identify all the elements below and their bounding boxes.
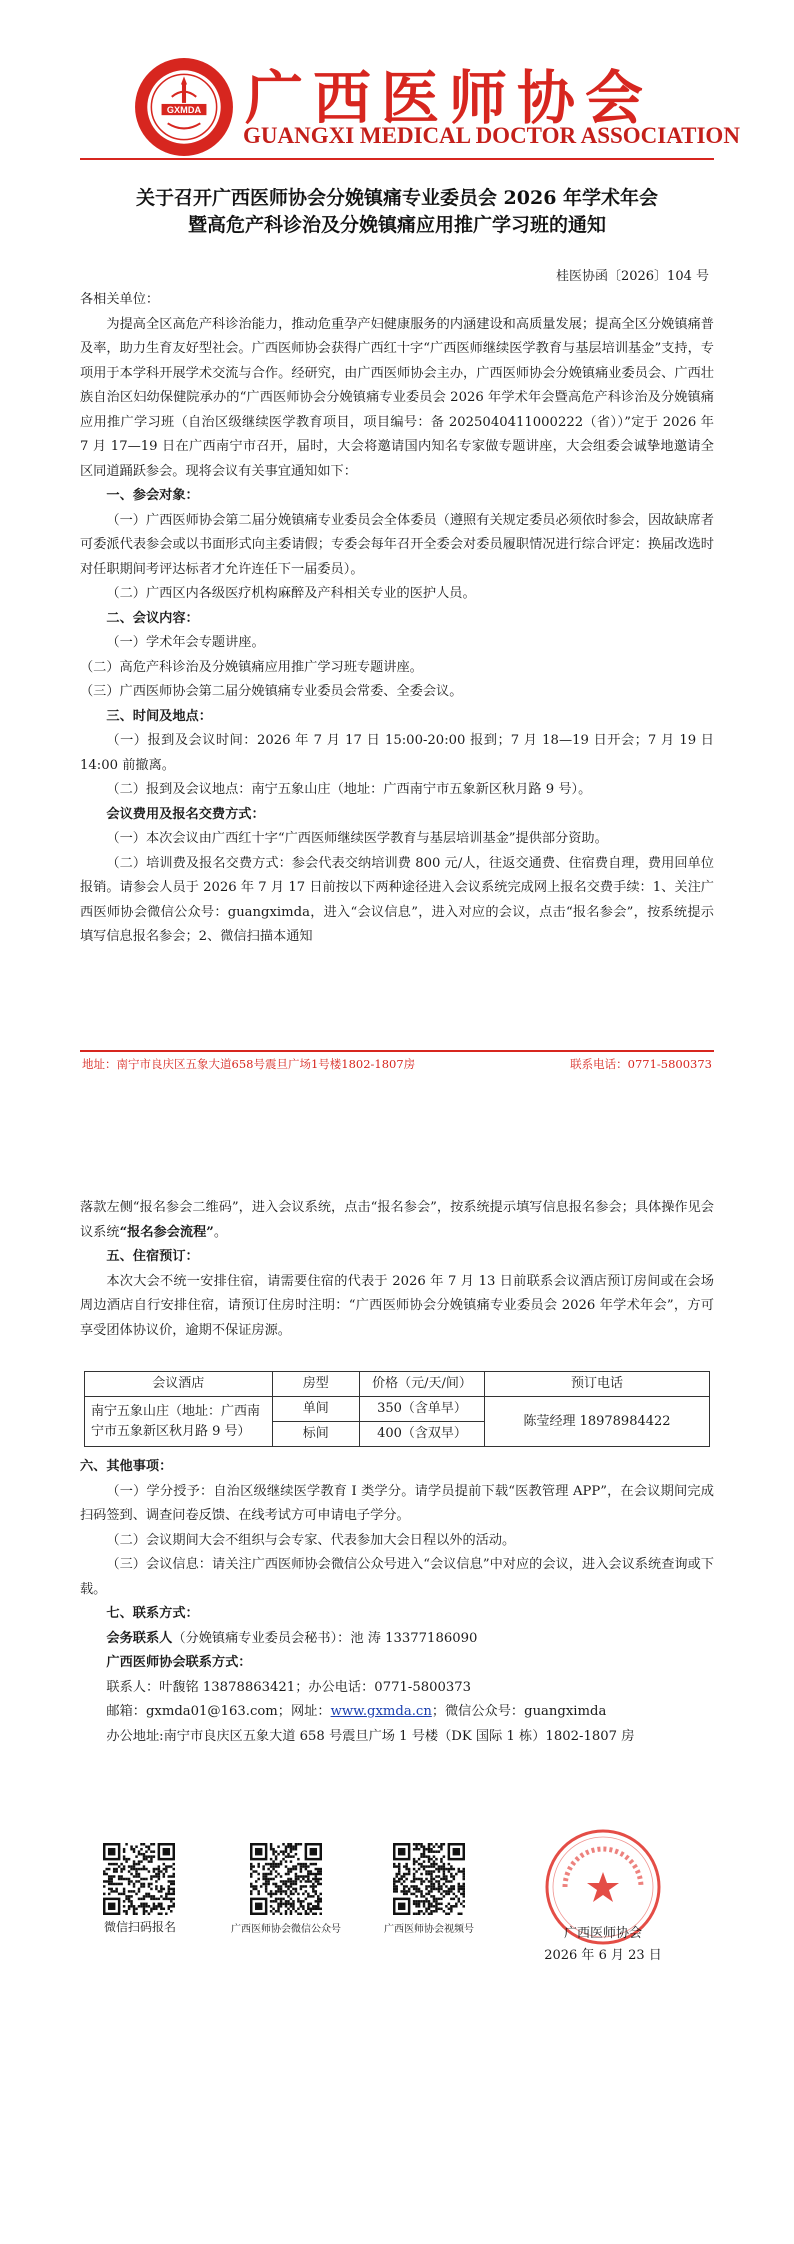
- office-address: 办公地址:南宁市良庆区五象大道 658 号震旦广场 1 号楼（DK 国际 1 栋）1802-1807 房: [106, 1728, 635, 1744]
- org-name-cn: 广西医师协会: [245, 64, 654, 132]
- other-item-1: （一）学分授予：自治区级继续医学教育 I 类学分。请学员提前下载“医教管理 APP”，在会议期间完成扫码签到、调查问卷反馈、在线考试方可申请电子学分。: [80, 1483, 714, 1523]
- page2-body-continued: [80, 1455, 714, 1749]
- hotel-name-cell: 南宁五象山庄（地址：广西南宁市五象新区秋月路 9 号）: [85, 1397, 273, 1447]
- room-price-cell: 350（含单早）: [360, 1397, 485, 1422]
- content-item-3: （三）广西医师协会第二届分娩镇痛专业委员会常委、全委会议。: [80, 684, 463, 699]
- salutation: 各相关单位：: [80, 292, 160, 307]
- wechat-account-qr-code[interactable]: [250, 1843, 322, 1915]
- registration-qr-code[interactable]: [103, 1843, 175, 1915]
- footer-divider: [80, 1050, 714, 1052]
- participants-item-2: （二）广西区内各级医疗机构麻醉及产科相关专业的医护人员。: [106, 586, 476, 601]
- section-heading-content: 二、会议内容：: [106, 610, 199, 626]
- participants-item-1: （一）广西医师协会第二届分娩镇痛专业委员会全体委员（遵照有关规定委员必须依时参会，因故缺席者可委派代表参会或以书面形式向主委请假；专委会每年召开全委会对委员履职情况进行综合评定：换届改选时对任职期间考评达标者才允许连任下一届委员）。: [80, 512, 714, 577]
- content-item-1: （一）学术年会专题讲座。: [106, 635, 265, 650]
- qr-label-video: 广西医师协会视频号: [384, 1924, 474, 1935]
- fees-item-2: （二）培训费及报名交费方式：参会代表交纳培训费 800 元/人，往返交通费、住宿费自理，费用回单位报销。请参会人员于 2026 年 7 月 17 日前按以下两种途径进入会议系统完成网上报名交费手续：1、关注广西医师协会微信公众号：guangximda，进入“会议信息”，进入对应的会议，点击“报名参会”，按系统提示填写信息报名参会；2、微信扫描本通知: [80, 855, 714, 944]
- contact-person: 联系人：叶馥铭 13878863421；办公电话：0771-5800373: [106, 1679, 472, 1695]
- table-header-cell: 房型: [272, 1372, 360, 1397]
- table-header-cell: 会议酒店: [85, 1372, 273, 1397]
- table-header-cell: 价格（元/天/间）: [360, 1372, 485, 1397]
- room-type-cell: 单间: [272, 1397, 360, 1422]
- section-heading-contact: 七、联系方式：: [106, 1606, 199, 1621]
- footer-address: 地址：南宁市良庆区五象大道658号震旦广场1号楼1802-1807房: [82, 1057, 416, 1071]
- room-type-cell: 标间: [272, 1422, 360, 1447]
- time-item: （一）报到及会议时间：2026 年 7 月 17 日 15:00-20:00 报到；7 月 18—19 日开会；7 月 19 日 14:00 前撤离。: [80, 733, 714, 773]
- table-row: [85, 1397, 710, 1422]
- table-header-row: [85, 1372, 710, 1397]
- association-logo: [133, 56, 235, 158]
- content-item-2: （二）高危产科诊治及分娩镇痛应用推广学习班专题讲座。: [80, 659, 423, 675]
- registration-flow-label: “报名参会流程”: [119, 1224, 214, 1240]
- section-heading-participants: 一、参会对象：: [106, 488, 199, 503]
- video-account-qr-code[interactable]: [393, 1843, 465, 1915]
- notice-title-line1: 关于召开广西医师协会分娩镇痛专业委员会 2026 年学术年会: [135, 187, 659, 209]
- org-name-en: GUANGXI MEDICAL DOCTOR ASSOCIATION: [243, 123, 740, 148]
- secretary-contact: 会务联系人（分娩镇痛专业委员会秘书）：池 涛 13377186090: [106, 1630, 478, 1646]
- email-website: 邮箱：gxmda01@163.com；网址：www.gxmda.cn；微信公众号：guangximda: [106, 1704, 607, 1719]
- hotel-table: [84, 1371, 710, 1447]
- qr-label-registration: 微信扫码报名: [103, 1920, 176, 1934]
- footer-phone: 联系电话：0771-5800373: [570, 1057, 712, 1071]
- other-item-3: （三）会议信息：请关注广西医师协会微信公众号进入“会议信息”中对应的会议，进入会议系统查询或下载。: [80, 1557, 714, 1597]
- page2-body: [80, 1196, 714, 1343]
- section-heading-other: 六、其他事项：: [80, 1459, 173, 1474]
- table-header-cell: 预订电话: [485, 1372, 710, 1397]
- section-heading-fees: 会议费用及报名交费方式：: [106, 806, 265, 822]
- section-heading-accommodation: 五、住宿预订：: [106, 1249, 199, 1264]
- document-number: 桂医协函〔2026〕104 号: [555, 269, 709, 284]
- booking-phone-cell: 陈莹经理 18978984422: [485, 1397, 710, 1447]
- signature-date: 2026 年 6 月 23 日: [544, 1948, 662, 1963]
- qr-label-wechat: 广西医师协会微信公众号: [231, 1924, 341, 1935]
- accommodation-paragraph: 本次大会不统一安排住宿，请需要住宿的代表于 2026 年 7 月 13 日前联系会议酒店预订房间或在会场周边酒店自行安排住宿，请预订住房时注明：“广西医师协会分娩镇痛专业委员会 2026 年学术年会”，方可享受团体协议价，逾期不保证房源。: [80, 1273, 714, 1338]
- room-price-cell: 400（含双早）: [360, 1422, 485, 1447]
- association-contact-heading: 广西医师协会联系方式：: [106, 1655, 252, 1670]
- fees-item-2-continued: 落款左侧“报名参会二维码”，进入会议系统，点击“报名参会”，按系统提示填写信息报名参会；具体操作见会议系统“报名参会流程”。: [80, 1200, 714, 1240]
- signature-org: 广西医师协会: [563, 1926, 642, 1941]
- intro-paragraph: 为提高全区高危产科诊治能力，推动危重孕产妇健康服务的内涵建设和高质量发展；提高全区分娩镇痛普及率，助力生育友好型社会。广西医师协会获得广西红十字“广西医师继续医学教育与基层培训基金”支持，专项用于本学科开展学术交流与合作。经研究，由广西医师协会主办，广西医师协会分娩镇痛业委员会、广西壮族自治区妇幼保健院承办的“广西医师协会分娩镇痛专业委员会 2026 年学术年会暨高危产科诊治及分娩镇痛应用推广学习班（自治区级继续医学教育项目，项目编号：备 2025040411000222（省））”定于 2026 年 7 月 17—19 日在广西南宁市召开，届时，大会将邀请国内知名专家做专题讲座，大会组委会诚挚地邀请全区同道踊跃参会。现将会议有关事宜通知如下：: [80, 316, 714, 479]
- other-item-2: （二）会议期间大会不组织与会专家、代表参加大会日程以外的活动。: [106, 1532, 516, 1548]
- page-footer: [82, 1056, 712, 1072]
- place-item: （二）报到及会议地点：南宁五象山庄（地址：广西南宁市五象新区秋月路 9 号）。: [106, 782, 592, 797]
- svg-text:GXMDA: GXMDA: [166, 105, 202, 116]
- page1-body: [80, 288, 714, 950]
- section-heading-time-place: 三、时间及地点：: [106, 708, 212, 724]
- notice-title-line2: 暨高危产科诊治及分娩镇痛应用推广学习班的通知: [187, 214, 606, 236]
- fees-item-1: （一）本次会议由广西红十字“广西医师继续医学教育与基层培训基金”提供部分资助。: [106, 831, 608, 846]
- header-divider: [80, 158, 714, 160]
- website-link[interactable]: www.gxmda.cn: [330, 1704, 432, 1719]
